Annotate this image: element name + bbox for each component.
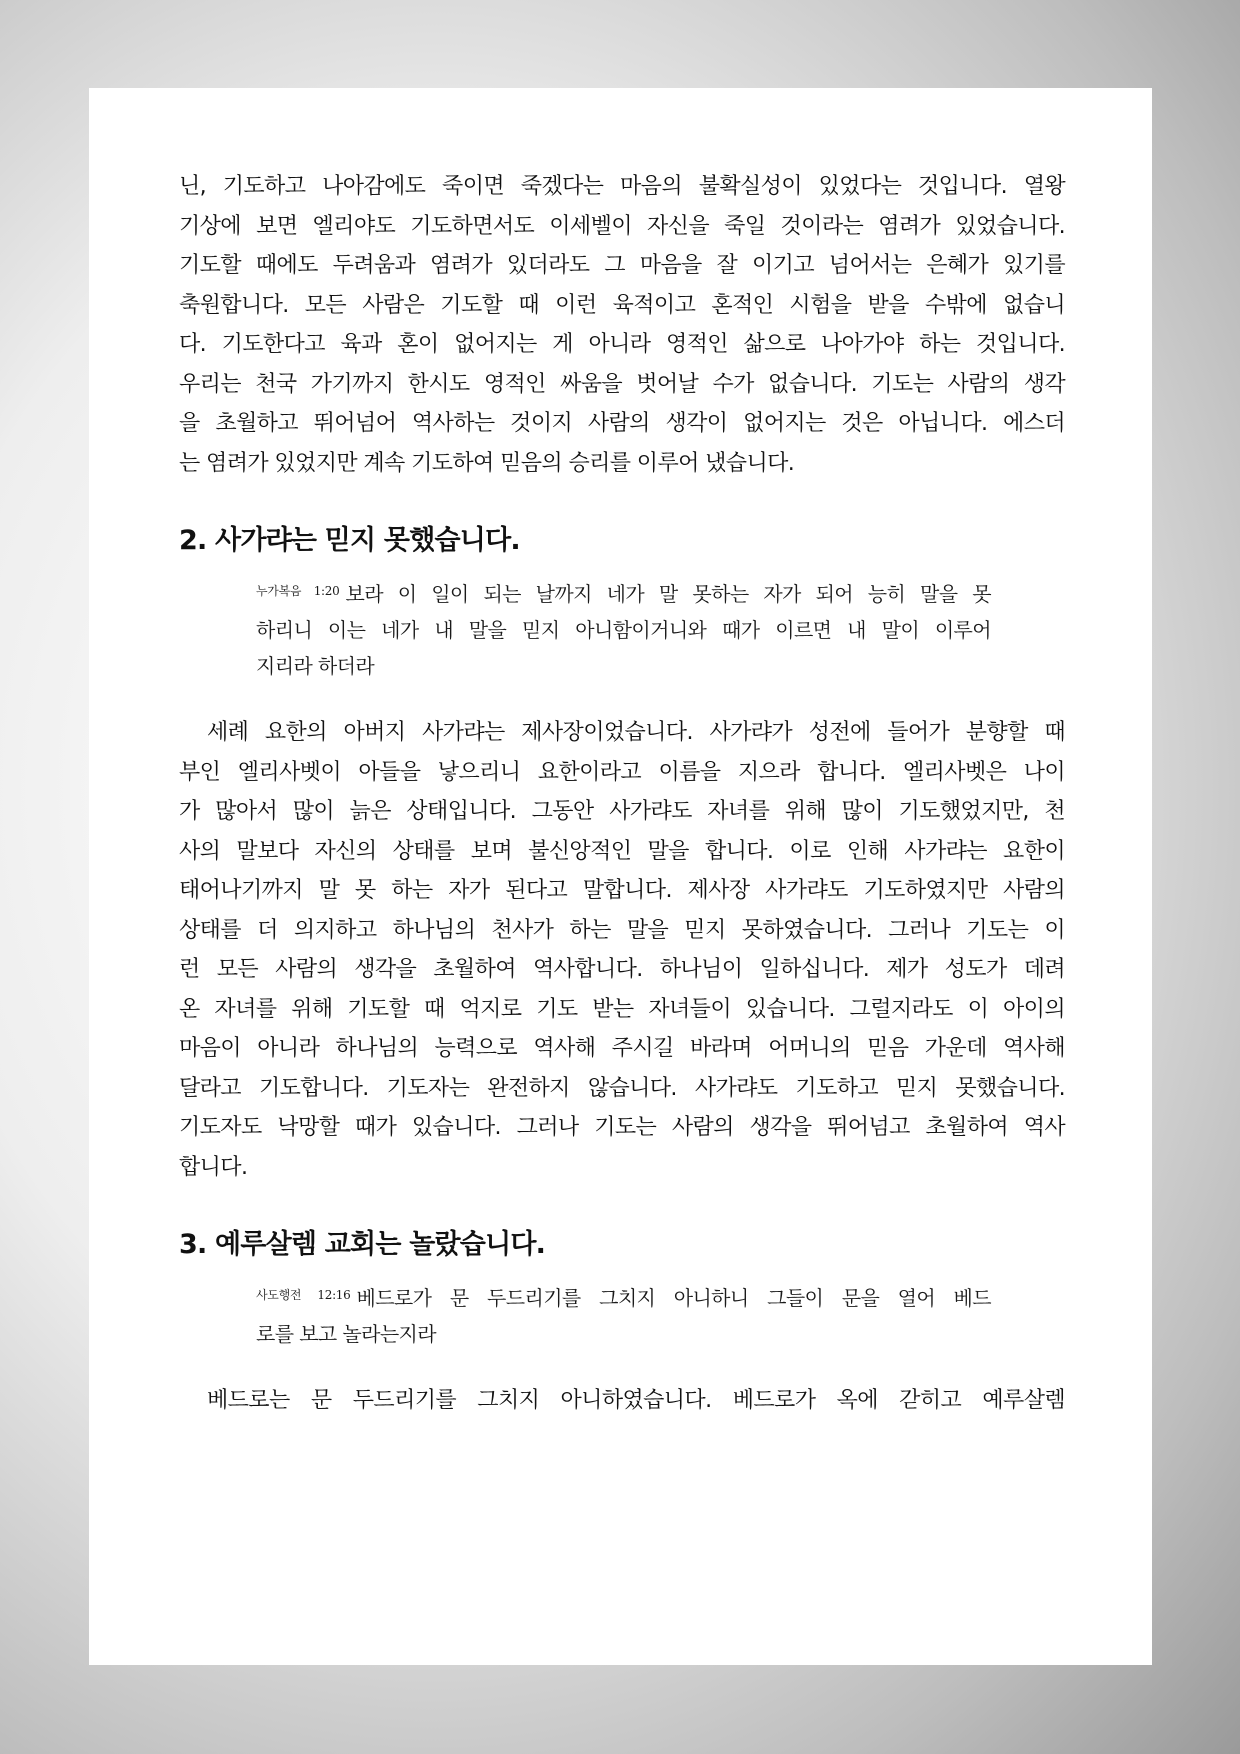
body-paragraph-1	[179, 167, 1065, 483]
text-line: 런 모든 사람의 생각을 초월하여 역사합니다. 하나님이 일하십니다. 제가 성도가 데려	[179, 957, 1065, 982]
body-paragraph-3	[179, 1381, 1065, 1421]
body-paragraph-2	[179, 713, 1065, 1187]
quote-line: 지리라 하더라	[256, 654, 375, 678]
scripture-quote-2	[256, 573, 991, 684]
text-line: 사의 말보다 자신의 상태를 보며 불신앙적인 말을 합니다. 이로 인해 사가랴는 요한이	[179, 838, 1065, 864]
text-line: 우리는 천국 가기까지 한시도 영적인 싸움을 벗어날 수가 없습니다. 기도는 사람의 생각	[179, 371, 1065, 397]
quote-line: 로를 보고 놀라는지라	[256, 1322, 436, 1346]
document-page	[89, 88, 1152, 1665]
section-heading-3: 3. 예루살렘 교회는 놀랐습니다.	[179, 1229, 546, 1260]
text-line: 합니다.	[179, 1154, 248, 1180]
text-line: 상태를 더 의지하고 하나님의 천사가 하는 말을 믿지 못하였습니다. 그러나 기도는 이	[179, 917, 1065, 943]
page-content	[179, 167, 1065, 1421]
text-line: 달라고 기도합니다. 기도자는 완전하지 않습니다. 사가랴도 기도하고 믿지 못했습니다.	[179, 1075, 1065, 1101]
text-line: 태어나기까지 말 못 하는 자가 된다고 말합니다. 제사장 사가랴도 기도하였지만 사람의	[179, 878, 1065, 903]
quote-line: 하리니 이는 네가 내 말을 믿지 아니함이거니와 때가 이르면 내 말이 이루어	[256, 618, 991, 642]
text-line: 베드로는 문 두드리기를 그치지 아니하였습니다. 베드로가 옥에 갇히고 예루살렘	[207, 1388, 1065, 1413]
text-line: 마음이 아니라 하나님의 능력으로 역사해 주시길 바라며 어머니의 믿음 가운데 역사해	[179, 1036, 1065, 1061]
text-line: 부인 엘리사벳이 아들을 낳으리니 요한이라고 이름을 지으라 합니다. 엘리사벳은 나이	[179, 759, 1065, 785]
quote-line: $^{사도행전 12:16}$ 베드로가 문 두드리기를 그치지 아니하니 그들이 문을 열어 베드	[256, 1286, 991, 1310]
quote-line: $^{누가복음 1:20}$ 보라 이 일이 되는 날까지 네가 말 못하는 자가 되어 능히 말을 못	[256, 582, 991, 606]
scripture-reference: 사도행전 12:16	[256, 1288, 351, 1302]
text-line: 닌, 기도하고 나아감에도 죽이면 죽겠다는 마음의 불확실성이 있었다는 것입니다. 열왕	[179, 174, 1065, 199]
text-line: 기도자도 낙망할 때가 있습니다. 그러나 기도는 사람의 생각을 뛰어넘고 초월하여 역사	[179, 1115, 1065, 1140]
text-line: 기상에 보면 엘리야도 기도하면서도 이세벨이 자신을 죽일 것이라는 염려가 있었습니다.	[179, 213, 1065, 239]
section-heading-2: 2. 사가랴는 믿지 못했습니다.	[179, 525, 520, 556]
text-line: 기도할 때에도 두려움과 염려가 있더라도 그 마음을 잘 이기고 넘어서는 은혜가 있기를	[179, 253, 1065, 278]
text-line: 다. 기도한다고 육과 혼이 없어지는 게 아니라 영적인 삶으로 나아가야 하는 것입니다.	[179, 332, 1065, 357]
text-line: 는 염려가 있었지만 계속 기도하여 믿음의 승리를 이루어 냈습니다.	[179, 450, 795, 476]
scripture-reference: 누가복음 1:20	[256, 584, 340, 598]
text-line: 축원합니다. 모든 사람은 기도할 때 이런 육적이고 혼적인 시험을 받을 수밖에 없습니	[179, 292, 1065, 318]
text-line: 가 많아서 많이 늙은 상태입니다. 그동안 사가랴도 자녀를 위해 많이 기도했었지만, 천	[179, 799, 1065, 824]
scripture-quote-3	[256, 1277, 991, 1352]
text-line: 온 자녀를 위해 기도할 때 억지로 기도 받는 자녀들이 있습니다. 그럴지라도 이 아이의	[179, 996, 1065, 1022]
text-line: 세례 요한의 아버지 사가랴는 제사장이었습니다. 사가랴가 성전에 들어가 분향할 때	[207, 720, 1065, 745]
text-line: 을 초월하고 뛰어넘어 역사하는 것이지 사람의 생각이 없어지는 것은 아닙니다. 에스더	[179, 411, 1065, 436]
